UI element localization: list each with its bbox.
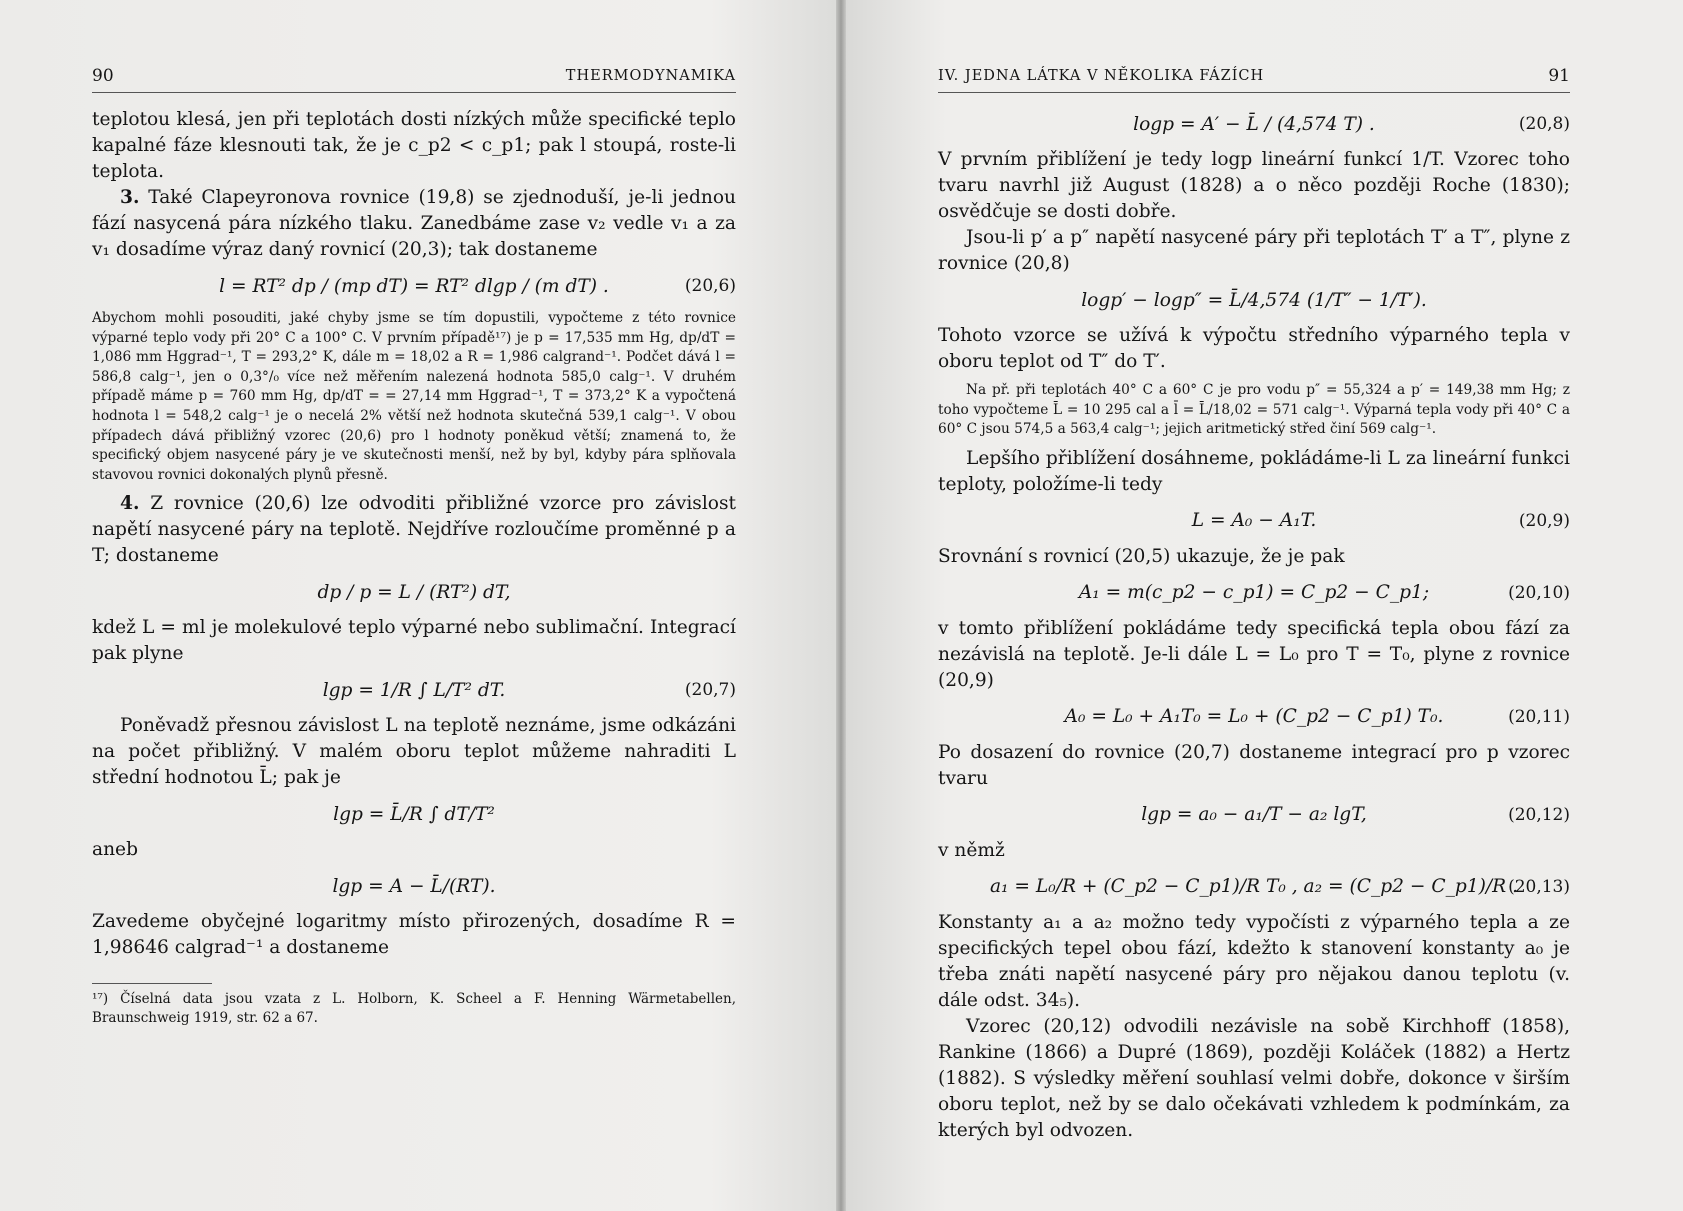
equation-body: L = A₀ − A₁T.	[1191, 510, 1317, 532]
footnote: ¹⁷) Číselná data jsou vzata z L. Holborn, K. Scheel a F. Henning Wärmetabellen, Braunschweig 1919, str. 62 a 67.	[92, 991, 736, 1027]
section-number: 4.	[120, 493, 140, 515]
paragraph: Srovnání s rovnicí (20,5) ukazuje, že je pak	[938, 545, 1345, 567]
equation-body: a₁ = L₀/R + (C_p2 − C_p1)/R T₀ , a₂ = (C_p2 − C_p1)/R .	[989, 876, 1519, 898]
equation-body: lgp = L̄/R ∫ dT/T²	[333, 803, 495, 825]
equation-20-8	[938, 107, 1570, 141]
equation-label: (20,12)	[1508, 804, 1570, 825]
small-print-note: Na př. při teplotách 40° C a 60° C je pro vodu p″ = 55,324 a p′ = 149,38 mm Hg; z toho vypočteme L̄ = 10 295 cal a l̄ = L̄/18,02 = 571 calg⁻¹. Výparná tepla vody při 40° C a 60° C jsou 574,5 a 563,4 calg⁻¹; jejich aritmetický střed činí 569 calg⁻¹.	[938, 382, 1570, 438]
equation-label: (20,8)	[1518, 114, 1570, 134]
equation-20-13	[938, 870, 1570, 904]
paragraph: Poněvadž přesnou závislost L na teplotě neznáme, jsme odkázáni na počet přibližný. V malém oboru teplot můžeme nahraditi L střední hodnotou L̄; pak je	[92, 715, 736, 789]
equation-body: logp′ − logp″ = L̄/4,574 (1/T″ − 1/T′).	[1081, 289, 1427, 311]
equation-log-difference	[938, 283, 1570, 317]
equation-body: lgp = 1/R ∫ L/T² dT.	[322, 679, 506, 701]
footnote-rule	[92, 983, 212, 984]
equation-20-9	[938, 504, 1570, 538]
header-rule	[92, 92, 736, 93]
equation-label: (20,6)	[684, 276, 736, 296]
paragraph: v tomto přiblížení pokládáme tedy specifická tepla obou fází za nezávislá na teplotě. Je-li dále L = L₀ pro T = T₀, plyne z rovnice (20,9)	[938, 617, 1570, 691]
equation-body: dp / p = L / (RT²) dT,	[317, 581, 511, 603]
equation-label: (20,10)	[1508, 582, 1570, 603]
left-page-header	[92, 62, 736, 92]
equation-20-10	[938, 576, 1570, 610]
equation-lgp	[92, 869, 736, 903]
section-number: 3.	[120, 187, 140, 208]
running-title: THERMODYNAMIKA	[565, 68, 736, 84]
paragraph-section-3	[92, 185, 736, 263]
paragraph-text: Také Clapeyronova rovnice (19,8) se zjednoduší, je-li jednou fází nasycená pára nízkého tlaku. Zanedbáme zase v₂ vedle v₁ a za v₁ dosadíme výraz daný rovnicí (20,3); tak dostaneme	[92, 187, 736, 260]
paragraph: teplotou klesá, jen při teplotách dosti nízkých může specifické teplo kapalné fáze klesnouti tak, že je c_p2 < c_p1; pak l stoupá, roste-li teplota.	[92, 109, 736, 182]
equation-body: A₀ = L₀ + A₁T₀ = L₀ + (C_p2 − C_p1) T₀.	[1064, 706, 1444, 728]
equation-body: lgp = A − L̄/(RT).	[332, 875, 496, 897]
equation-body: logp = A′ − L̄ / (4,574 T) .	[1133, 113, 1375, 135]
paragraph: Zavedeme obyčejné logaritmy místo přirozených, dosadíme R = 1,98646 calgrad⁻¹ a dostaneme	[92, 911, 736, 959]
equation-label: (20,9)	[1518, 510, 1570, 531]
running-title: IV. JEDNA LÁTKA V NĚKOLIKA FÁZÍCH	[938, 68, 1265, 84]
paragraph: Po dosazení do rovnice (20,7) dostaneme integrací pro p vzorec tvaru	[938, 741, 1570, 789]
equation-20-6	[92, 269, 736, 303]
equation-label: (20,7)	[684, 680, 736, 701]
header-rule	[938, 92, 1570, 93]
equation-label: (20,11)	[1508, 706, 1570, 727]
left-page	[0, 0, 836, 1211]
book-gutter	[836, 0, 846, 1211]
v-nemz-word: v němž	[938, 839, 1005, 861]
paragraph: V prvním přiblížení je tedy logp lineární funkcí 1/T. Vzorec toho tvaru navrhl již August (1828) a o něco později Roche (1830); osvědčuje se dosti dobře.	[938, 149, 1570, 222]
paragraph: Jsou-li p′ a p″ napětí nasycené páry při teplotách T′ a T″, plyne z rovnice (20,8)	[938, 227, 1570, 274]
equation-body: l = RT² dp / (mp dT) = RT² dlgp / (m dT) .	[219, 275, 609, 297]
paragraph-text: Z rovnice (20,6) lze odvoditi přibližné vzorce pro závislost napětí nasycené páry na teplotě. Nejdříve rozloučíme proměnné p a T; dostaneme	[92, 493, 736, 567]
paragraph: Vzorec (20,12) odvodili nezávisle na sobě Kirchhoff (1858), Rankine (1866) a Dupré (1869), později Koláček (1882) a Hertz (1882). S výsledky měření souhlasí velmi dobře, dokonce v širším oboru teplot, než by se dalo očekávati vzhledem k podmínkám, za kterých byl odvozen.	[938, 1015, 1570, 1141]
equation-20-12	[938, 798, 1570, 832]
paragraph: kdež L = ml je molekulové teplo výparné nebo sublimační. Integrací pak plyne	[92, 617, 736, 665]
paragraph: Konstanty a₁ a a₂ možno tedy vypočísti z výparného tepla a ze specifických tepel obou fází, kdežto k stanovení konstanty a₀ je třeba znáti napětí nasycené páry pro nějakou danou teplotu (v. dále odst. 34₅).	[938, 911, 1570, 1011]
right-page	[846, 0, 1683, 1211]
page-number: 90	[92, 66, 114, 86]
equation-label: (20,13)	[1508, 876, 1570, 897]
equation-20-7	[92, 673, 736, 707]
aneb-word: aneb	[92, 839, 138, 861]
equation-20-11	[938, 700, 1570, 734]
paragraph: Lepšího přiblížení dosáhneme, pokládáme-li L za lineární funkci teploty, položíme-li tedy	[938, 447, 1570, 495]
page-number: 91	[1548, 66, 1570, 86]
equation-mean-value	[92, 797, 736, 831]
paragraph: Tohoto vzorce se užívá k výpočtu středního výparného tepla v oboru teplot od T″ do T′.	[938, 325, 1570, 372]
equation-body: A₁ = m(c_p2 − c_p1) = C_p2 − C_p1;	[1078, 582, 1430, 604]
equation-separation	[92, 575, 736, 609]
small-print-note: Abychom mohli posouditi, jaké chyby jsme se tím dopustili, vypočteme z této rovnice výparné teplo vody při 20° C a 100° C. V prvním případě¹⁷) je p = 17,535 mm Hg, dp/dT = 1,086 mm Hggrad⁻¹, T = 293,2° K, dále m = 18,02 a R = 1,986 calgrand⁻¹. Podčet dává l = 586,8 calg⁻¹, jen o 0,3°/₀ více než měřením nalezená hodnota 585,0 calg⁻¹. V druhém případě máme p = 760 mm Hg, dp/dT = = 27,14 mm Hggrad⁻¹, T = 373,2° K a vypočtená hodnota l = 548,2 calg⁻¹ je o necelá 2% větší než hodnota skutečná 539,1 calg⁻¹. V obou případech dává přibližný vzorec (20,6) pro l hodnoty poněkud větší; znamená to, že specifický objem nasycené páry je ve skutečnosti menší, než by byl, kdyby pára splňovala stavovou rovnici dokonalých plynů přesně.	[92, 310, 736, 483]
equation-body: lgp = a₀ − a₁/T − a₂ lgT,	[1141, 804, 1367, 826]
right-page-header	[938, 62, 1570, 92]
paragraph-section-4	[92, 491, 736, 569]
